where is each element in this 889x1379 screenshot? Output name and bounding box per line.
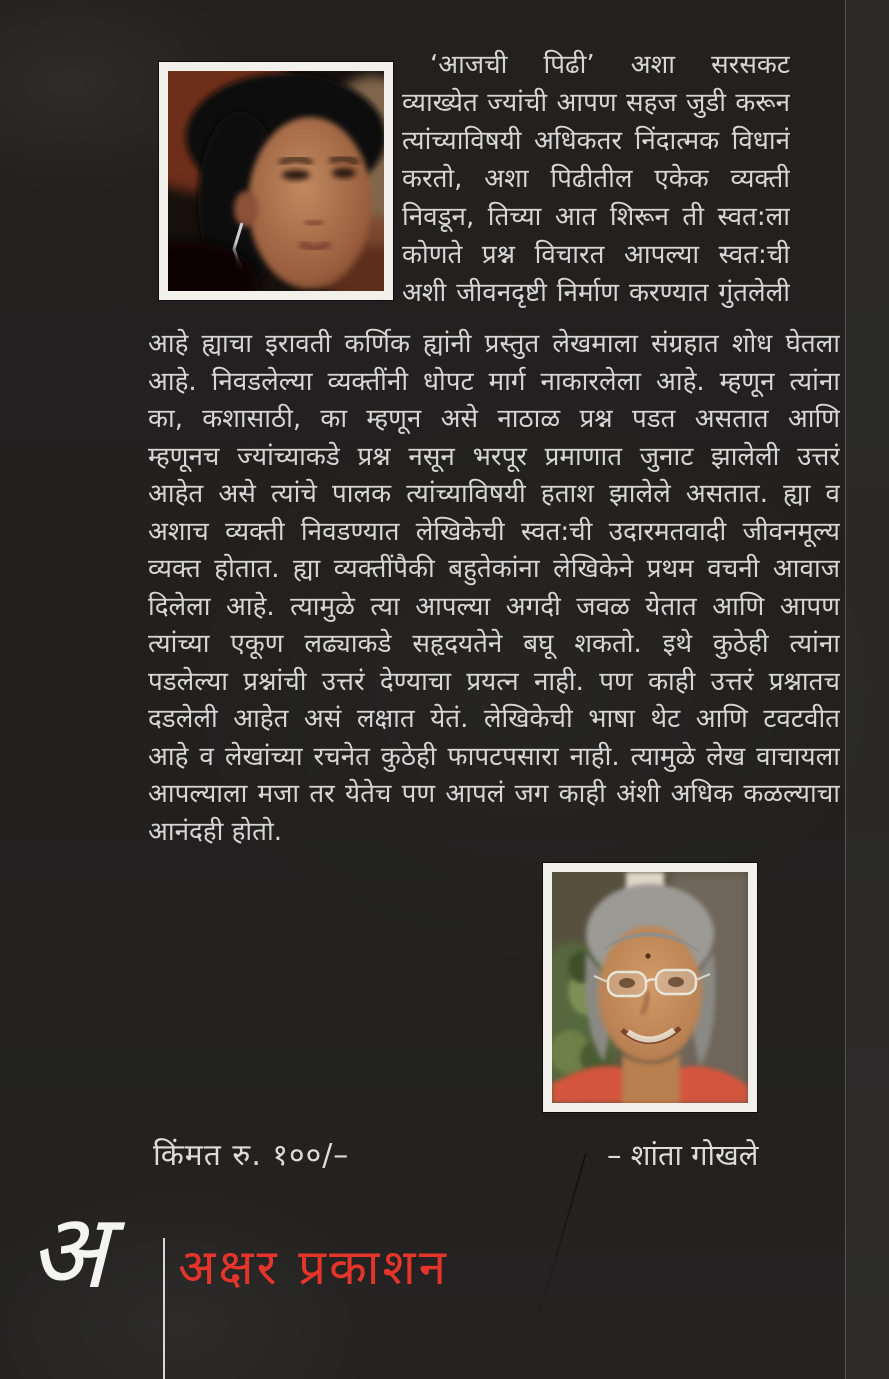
blurb-line: का, कशासाठी, का म्हणून असे नाठाळ प्रश्न पडत असतात आणि — [148, 404, 840, 434]
blurb-justified-lines — [148, 326, 840, 814]
publisher-divider-line — [163, 1238, 165, 1379]
young-woman-portrait-image — [168, 71, 384, 291]
blurb-line: पडलेल्या प्रश्नांची उत्तरं देण्याचा प्रयत्न नाही. पण काही उत्तरं प्रश्नातच — [148, 666, 840, 697]
young-woman-portrait-photo — [159, 62, 393, 300]
blurb-line: आहेत असे त्यांचे पालक त्यांच्याविषयी हताश झालेले असतात. ह्या व — [148, 479, 840, 509]
blurb-line: दिलेला आहे. त्यामुळे त्या आपल्या अगदी जवळ येतात आणि आपण — [148, 591, 840, 622]
blurb-line: आहे व लेखांच्या रचनेत कुठेही फापटपसारा नाही. त्यामुळे लेख वाचायला — [148, 741, 840, 772]
scan-edge-strip — [845, 0, 889, 1379]
blurb-side-column — [402, 46, 790, 312]
blurb-line: आहे. निवडलेल्या व्यक्तींनी धोपट मार्ग नाकारलेला आहे. म्हणून त्यांना — [148, 366, 840, 397]
blurb-line: अशी जीवनदृष्टी निर्माण करण्यात गुंतलेली — [402, 278, 790, 308]
blurb-line: त्यांच्या एकूण लढ्याकडे सहृदयतेने बघू शकतो. इथे कुठेही त्यांना — [148, 629, 840, 659]
blurb-line: त्यांच्याविषयी अधिकतर निंदात्मक विधानं — [402, 126, 790, 156]
publisher-name: अक्षर प्रकाशन — [178, 1239, 449, 1296]
price-label: किंमत रु. १००/– — [153, 1138, 350, 1173]
blurb-full-width — [148, 326, 840, 851]
blurb-line: आहे ह्याचा इरावती कर्णिक ह्यांनी प्रस्तुत लेखमाला संग्रहात शोध घेतला — [148, 329, 840, 359]
author-signature: – शांता गोखले — [607, 1138, 759, 1172]
author-portrait-image — [552, 872, 748, 1103]
blurb-line: कोणते प्रश्न विचारत आपल्या स्वत:ची — [402, 240, 790, 270]
blurb-line: व्याख्येत ज्यांची आपण सहज जुडी करून — [402, 88, 790, 118]
blurb-closing-line: आनंदही होतो. — [148, 816, 282, 847]
author-portrait-photo — [543, 863, 757, 1112]
blurb-line: करतो, अशा पिढीतील एकेक व्यक्ती — [402, 164, 790, 194]
blurb-line: आपल्याला मजा तर येतेच पण आपलं जग काही अंशी अधिक कळल्याचा — [148, 779, 840, 809]
blurb-line: व्यक्त होतात. ह्या व्यक्तींपैकी बहुतेकांना लेखिकेने प्रथम वचनी आवाज — [148, 554, 840, 584]
blurb-line: निवडून, तिच्या आत शिरून ती स्वत:ला — [402, 202, 790, 232]
blurb-line: दडलेली आहेत असं लक्षात येतं. लेखिकेची भाषा थेट आणि टवटवीत — [148, 704, 840, 734]
blurb-line: ‘आजची पिढी’ अशा सरसकट — [430, 50, 790, 80]
publisher-logo-glyph: अ — [28, 1190, 108, 1312]
blurb-line: म्हणूनच ज्यांच्याकडे प्रश्न नसून भरपूर प्रमाणात जुनाट झालेली उत्तरं — [148, 441, 840, 472]
scan-scratch-mark — [535, 1153, 587, 1327]
blurb-line: अशाच व्यक्ती निवडण्यात लेखिकेची स्वत:ची उदारमतवादी जीवनमूल्य — [148, 516, 840, 547]
